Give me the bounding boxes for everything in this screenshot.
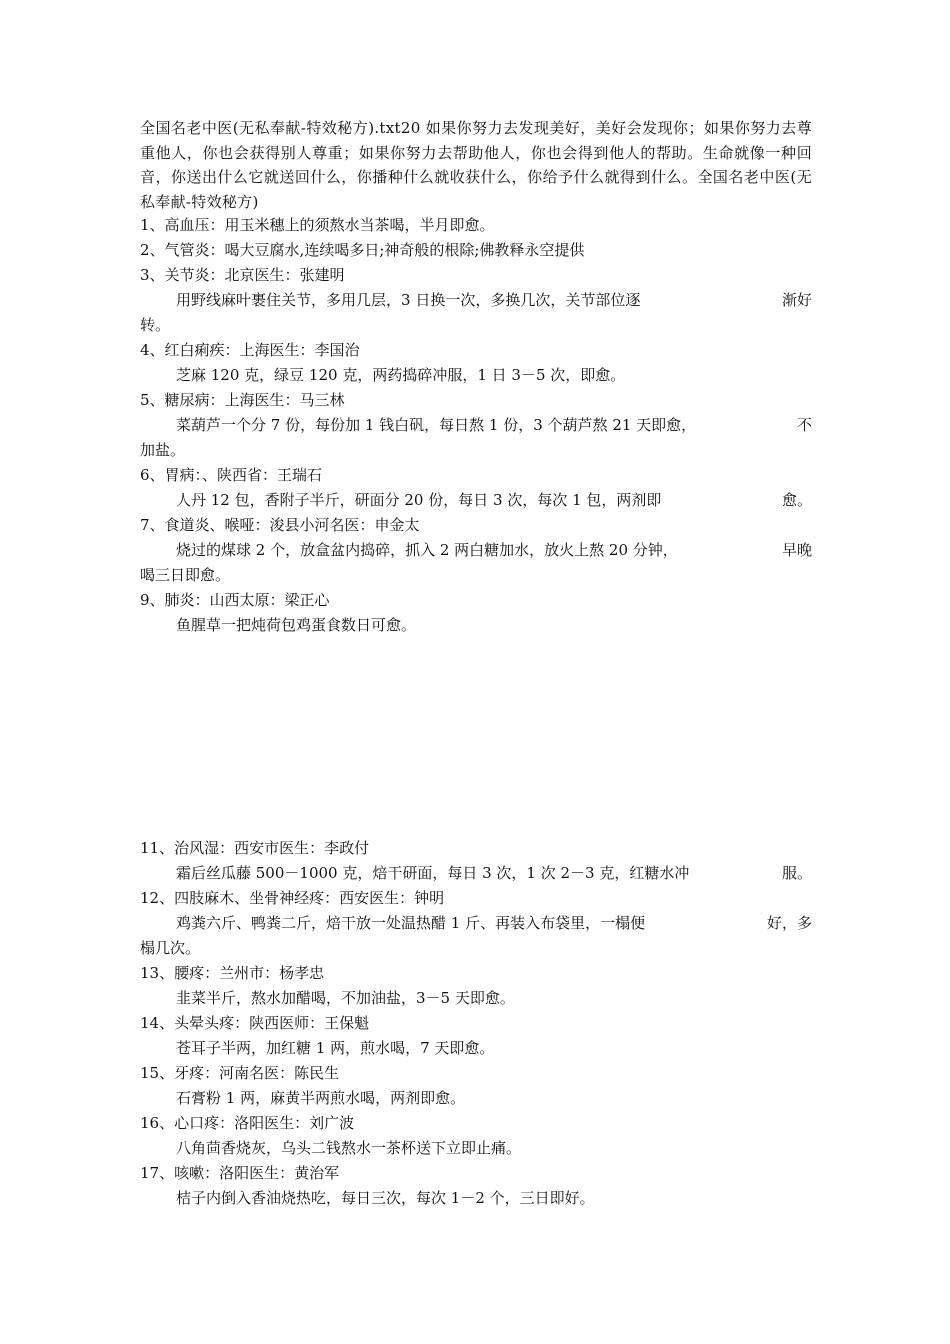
remedy-13-body: 韭菜半斤，熬水加醋喝，不加油盐，3－5 天即愈。 (176, 989, 515, 1007)
remedy-13-heading: 13、腰疼：兰州市：杨孝忠 (140, 964, 325, 982)
remedy-12-heading: 12、四肢麻木、坐骨神经疼：西安医生：钟明 (140, 889, 445, 907)
remedy-6-heading: 6、胃病：、陕西省：王瑞石 (140, 466, 323, 484)
remedy-7-body (176, 538, 812, 562)
remedy-5-body-tail: 不 (796, 416, 812, 434)
remedy-6-body-tail: 愈。 (781, 491, 812, 509)
remedy-2-heading: 2、气管炎：喝大豆腐水,连续喝多日;神奇般的根除;佛教释永空提供 (140, 241, 585, 259)
remedy-7-body-text: 烧过的煤球 2 个，放盒盆内捣碎，抓入 2 两白糖加水，放火上熬 20 分钟， (176, 541, 678, 559)
remedy-11-body-tail: 服。 (781, 864, 812, 882)
remedy-12-body-cont: 榻几次。 (140, 939, 201, 957)
remedy-9-heading: 9、肺炎：山西太原：梁正心 (140, 591, 330, 609)
remedy-4-heading: 4、红白痢疾：上海医生：李国治 (140, 341, 360, 359)
remedy-4-body: 芝麻 120 克，绿豆 120 克，两药捣碎冲服，1 日 3－5 次，即愈。 (176, 366, 626, 384)
remedy-15-body: 石膏粉 1 两，麻黄半两煎水喝，两剂即愈。 (176, 1089, 466, 1107)
remedy-12-body-tail: 好，多 (766, 914, 812, 932)
remedy-12-body (176, 911, 812, 935)
remedy-9-body: 鱼腥草一把炖荷包鸡蛋食数日可愈。 (176, 616, 417, 634)
remedy-3-body-tail: 渐好 (781, 291, 812, 309)
remedy-7-body-cont: 喝三日即愈。 (140, 566, 231, 584)
remedy-1-heading: 1、高血压：用玉米穗上的须熬水当茶喝，半月即愈。 (140, 216, 495, 234)
remedy-6-body-text: 人丹 12 包，香附子半斤，研面分 20 份，每日 3 次，每次 1 包，两剂即 (176, 491, 662, 509)
remedy-17-body: 桔子内倒入香油烧热吃，每日三次，每次 1－2 个，三日即好。 (176, 1189, 595, 1207)
remedy-7-body-tail: 早晚 (781, 541, 812, 559)
remedy-3-body-cont: 转。 (140, 316, 171, 334)
remedy-12-body-text: 鸡粪六斤、鸭粪二斤，焙干放一处温热醋 1 斤、再装入布袋里，一榻便 (176, 914, 646, 932)
remedy-5-body-text: 菜葫芦一个分 7 份，每份加 1 钱白矾，每日熬 1 份，3 个葫芦熬 21 天即愈， (176, 416, 697, 434)
remedy-16-heading: 16、心口疼：洛阳医生：刘广波 (140, 1114, 355, 1132)
remedy-3-body-text: 用野线麻叶裹住关节，多用几层，3 日换一次，多换几次，关节部位逐 (176, 291, 641, 309)
remedy-7-heading: 7、食道炎、喉哑：浚县小河名医：申金太 (140, 516, 420, 534)
remedy-15-heading: 15、牙疼：河南名医：陈民生 (140, 1064, 340, 1082)
remedy-11-heading: 11、治风湿：西安市医生：李政付 (140, 839, 370, 857)
remedy-5-heading: 5、糖尿病：上海医生：马三林 (140, 391, 345, 409)
intro-paragraph: 全国名老中医(无私奉献-特效秘方).txt20 如果你努力去发现美好，美好会发现你；如果你努力去尊重他人，你也会获得别人尊重；如果你努力去帮助他人，你也会得到他人的帮助。生命就像一种回音，你送出什么它就送回什么，你播种什么就收获什么，你给予什么就得到什么。全国名老中医(无私奉献-特效秘方) (140, 119, 812, 211)
remedy-17-heading: 17、咳嗽：洛阳医生：黄治军 (140, 1164, 340, 1182)
remedy-16-body: 八角茴香烧灰，乌头二钱熬水一茶杯送下立即止痛。 (176, 1139, 522, 1157)
remedy-11-body-text: 霜后丝瓜藤 500－1000 克，焙干研面，每日 3 次，1 次 2－3 克，红糖水冲 (176, 864, 690, 882)
remedy-14-body: 苍耳子半两，加红糖 1 两，煎水喝，7 天即愈。 (176, 1039, 495, 1057)
remedy-14-heading: 14、头晕头疼：陕西医师：王保魁 (140, 1014, 370, 1032)
remedy-11-body (176, 861, 812, 885)
remedy-3-body (176, 288, 812, 312)
remedy-5-body (176, 413, 812, 437)
remedy-6-body (176, 488, 812, 512)
remedy-5-body-cont: 加盐。 (140, 441, 186, 459)
remedy-3-heading: 3、关节炎：北京医生：张建明 (140, 266, 345, 284)
